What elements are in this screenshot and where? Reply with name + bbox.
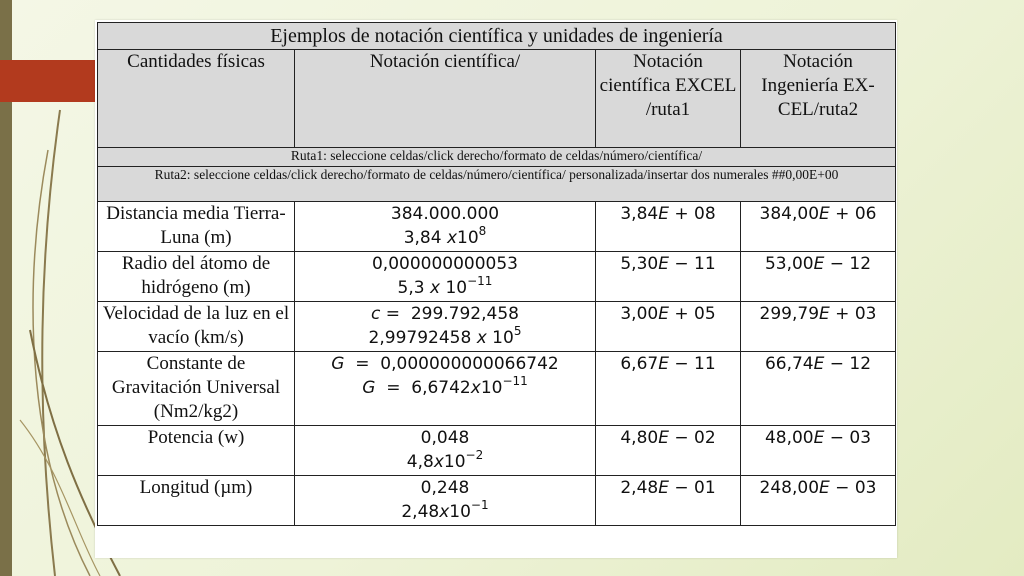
route2-row (98, 167, 896, 202)
power-value: $4,8x10^{-2}$ (406, 448, 484, 472)
engineering-notation: 384,00E + 06 (741, 202, 896, 252)
excel-notation: 4,80E − 02 (596, 426, 741, 476)
route2-note: Ruta2: seleccione celdas/click derecho/formato de celdas/número/científica/ personalizada/insertar dos numerales ##0,00E+00 (98, 167, 896, 202)
physical-quantity: Velocidad de la luz en el vacío (km/s) (98, 302, 295, 352)
scientific-notation (295, 252, 596, 302)
scientific-notation (295, 352, 596, 426)
table-row (98, 202, 896, 252)
excel-notation: 2,48E − 01 (596, 476, 741, 526)
physical-quantity: Potencia (w) (98, 426, 295, 476)
engineering-notation: 248,00E − 03 (741, 476, 896, 526)
engineering-notation: 66,74E − 12 (741, 352, 896, 426)
header-scientific: Notación científica/ (295, 50, 596, 148)
engineering-notation: 48,00E − 03 (741, 426, 896, 476)
red-accent-tab (0, 60, 96, 102)
table-title-row (98, 23, 896, 50)
decimal-value: G = 0,000000000066742 (331, 354, 559, 374)
power-value: 3,84 $x10^8$ (403, 224, 487, 248)
excel-notation: 3,84E + 08 (596, 202, 741, 252)
decimal-value: c = 299.792,458 (371, 304, 519, 324)
decimal-value: 0,248 (420, 478, 470, 498)
table-row (98, 352, 896, 426)
physical-quantity: Distancia media Tierra-Luna (m) (98, 202, 295, 252)
table-row (98, 252, 896, 302)
scientific-notation (295, 476, 596, 526)
physical-quantity: Longitud (µm) (98, 476, 295, 526)
table-row (98, 476, 896, 526)
scientific-notation (295, 302, 596, 352)
scientific-notation (295, 426, 596, 476)
power-value: $G = 6,6742x10^{-11}$ (362, 374, 528, 398)
excel-notation: 6,67E − 11 (596, 352, 741, 426)
power-value: $2,48x10^{-1}$ (401, 498, 489, 522)
notation-table (97, 22, 896, 526)
engineering-notation: 299,79E + 03 (741, 302, 896, 352)
engineering-notation: 53,00E − 12 (741, 252, 896, 302)
decimal-value: 0,000000000053 (371, 254, 518, 274)
header-engineering: Notación Ingeniería EX-CEL/ruta2 (741, 50, 896, 148)
scientific-notation (295, 202, 596, 252)
slide-content (95, 20, 897, 558)
power-value: 5,3 x $10^{-11}$ (397, 274, 493, 298)
route1-row (98, 148, 896, 167)
header-physical: Cantidades físicas (98, 50, 295, 148)
decimal-value: 0,048 (420, 428, 470, 448)
header-excel: Notación científica EXCEL /ruta1 (596, 50, 741, 148)
table-row (98, 426, 896, 476)
table-row (98, 302, 896, 352)
excel-notation: 3,00E + 05 (596, 302, 741, 352)
excel-notation: 5,30E − 11 (596, 252, 741, 302)
physical-quantity: Radio del átomo de hidrógeno (m) (98, 252, 295, 302)
decimal-value: 384.000.000 (390, 204, 500, 224)
table-title: Ejemplos de notación científica y unidades de ingeniería (98, 23, 896, 50)
route1-note: Ruta1: seleccione celdas/click derecho/formato de celdas/número/científica/ (98, 148, 896, 167)
power-value: 2,99792458 x $10^5$ (368, 324, 522, 348)
physical-quantity: Constante de Gravitación Universal (Nm2/kg2) (98, 352, 295, 426)
header-row (98, 50, 896, 148)
